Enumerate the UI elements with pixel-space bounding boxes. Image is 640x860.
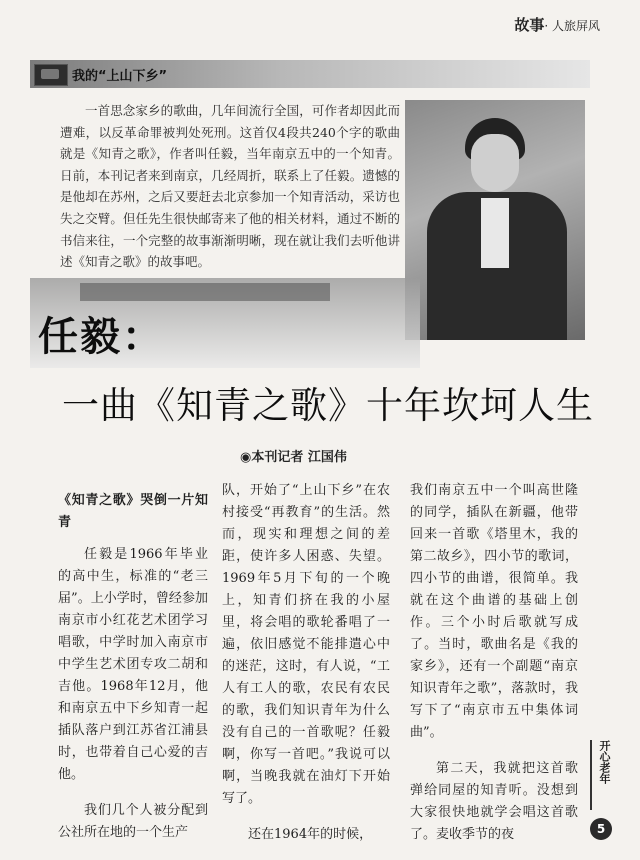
paragraph: 我们南京五中一个叫高世隆的同学，插队在新疆，他带回来一首歌《塔里木，我的第二故乡》，四小节的歌词，四小节的曲谱，很简单。我就在这个曲谱的基础上创作。三个小时后歌就写成了。当时，歌曲名是《我的家乡》，还有一个副题“南京知识青年之歌”，落款时，我写下了“南京市五中集体词曲”。 bbox=[410, 483, 578, 740]
photo-thumbnail-icon bbox=[34, 64, 68, 86]
magazine-section-label bbox=[514, 14, 600, 35]
paragraph: 队，开始了“上山下乡”在农村接受“再教育”的生活。然而，现实和理想之间的差距，使许多人困惑、失望。1969年5月下旬的一个晚上，知青们挤在我的小屋里，将会唱的歌轮番唱了一遍，依旧感觉不能排遣心中的迷茫，这时，有人说，“工人有工人的歌，农民有农民的歌，我们知识青年为什么没有自己的一首歌呢？任毅啊，你写一首吧。”我说可以啊，当晚我就在油灯下开始写了。 bbox=[222, 483, 390, 806]
page-number: 5 bbox=[590, 818, 612, 840]
paragraph: 任毅是1966年毕业的高中生，标准的“老三届”。上小学时，曾经参加南京市小红花艺术团学习唱歌，中学时加入南京市中学生艺术团专攻二胡和吉他。1968年12月，他和南京五中下乡知青一起插队落户到江苏省江浦县时，也带着自己心爱的吉他。 bbox=[58, 547, 208, 782]
portrait-photo bbox=[405, 100, 585, 340]
portrait-shirt bbox=[481, 198, 509, 268]
paragraph: 我们几个人被分配到公社所在地的一个生产 bbox=[58, 803, 208, 840]
intro-paragraph: 一首思念家乡的歌曲，几年间流行全国，可作者却因此而遭难，以反革命罪被判处死刑。这首仅4段共240个字的歌曲就是《知青之歌》，作者叫任毅，当年南京五中的一个知青。日前，本刊记者来到南京，几经周折，联系上了任毅。遗憾的是他却在苏州，之后又要赶去北京参加一个知青活动，采访也失之交臂。但任先生很快邮寄来了他的相关材料，通过不断的书信来往，一个完整的故事渐渐明晰，现在就让我们去听他讲述《知青之歌》的故事吧。 bbox=[60, 103, 400, 270]
paragraph: 还在1964年的时候， bbox=[248, 827, 373, 842]
column-1 bbox=[58, 480, 208, 858]
section-label-main: 故事 bbox=[514, 16, 545, 34]
column-3 bbox=[410, 480, 578, 860]
article-title-main: 一曲《知青之歌》十年坎坷人生 bbox=[62, 384, 594, 427]
paragraph: 第二天，我就把这首歌弹给同屋的知青听。没想到大家很快地就学会唱这首歌了。麦收季节的夜 bbox=[410, 761, 578, 842]
section-title: 我的“上山下乡” bbox=[72, 69, 168, 84]
article-title-name: 任毅： bbox=[38, 314, 164, 360]
column-subhead: 《知青之歌》哭倒一片知青 bbox=[58, 493, 208, 530]
byline: ◉本刊记者 江国伟 bbox=[240, 450, 347, 465]
column-side-label: 开心老年 bbox=[590, 740, 612, 810]
portrait-face bbox=[471, 134, 519, 192]
banner-sign-shape bbox=[80, 283, 330, 301]
column-2 bbox=[222, 480, 390, 860]
section-label-sub: · 人旅屏风 bbox=[544, 19, 600, 33]
